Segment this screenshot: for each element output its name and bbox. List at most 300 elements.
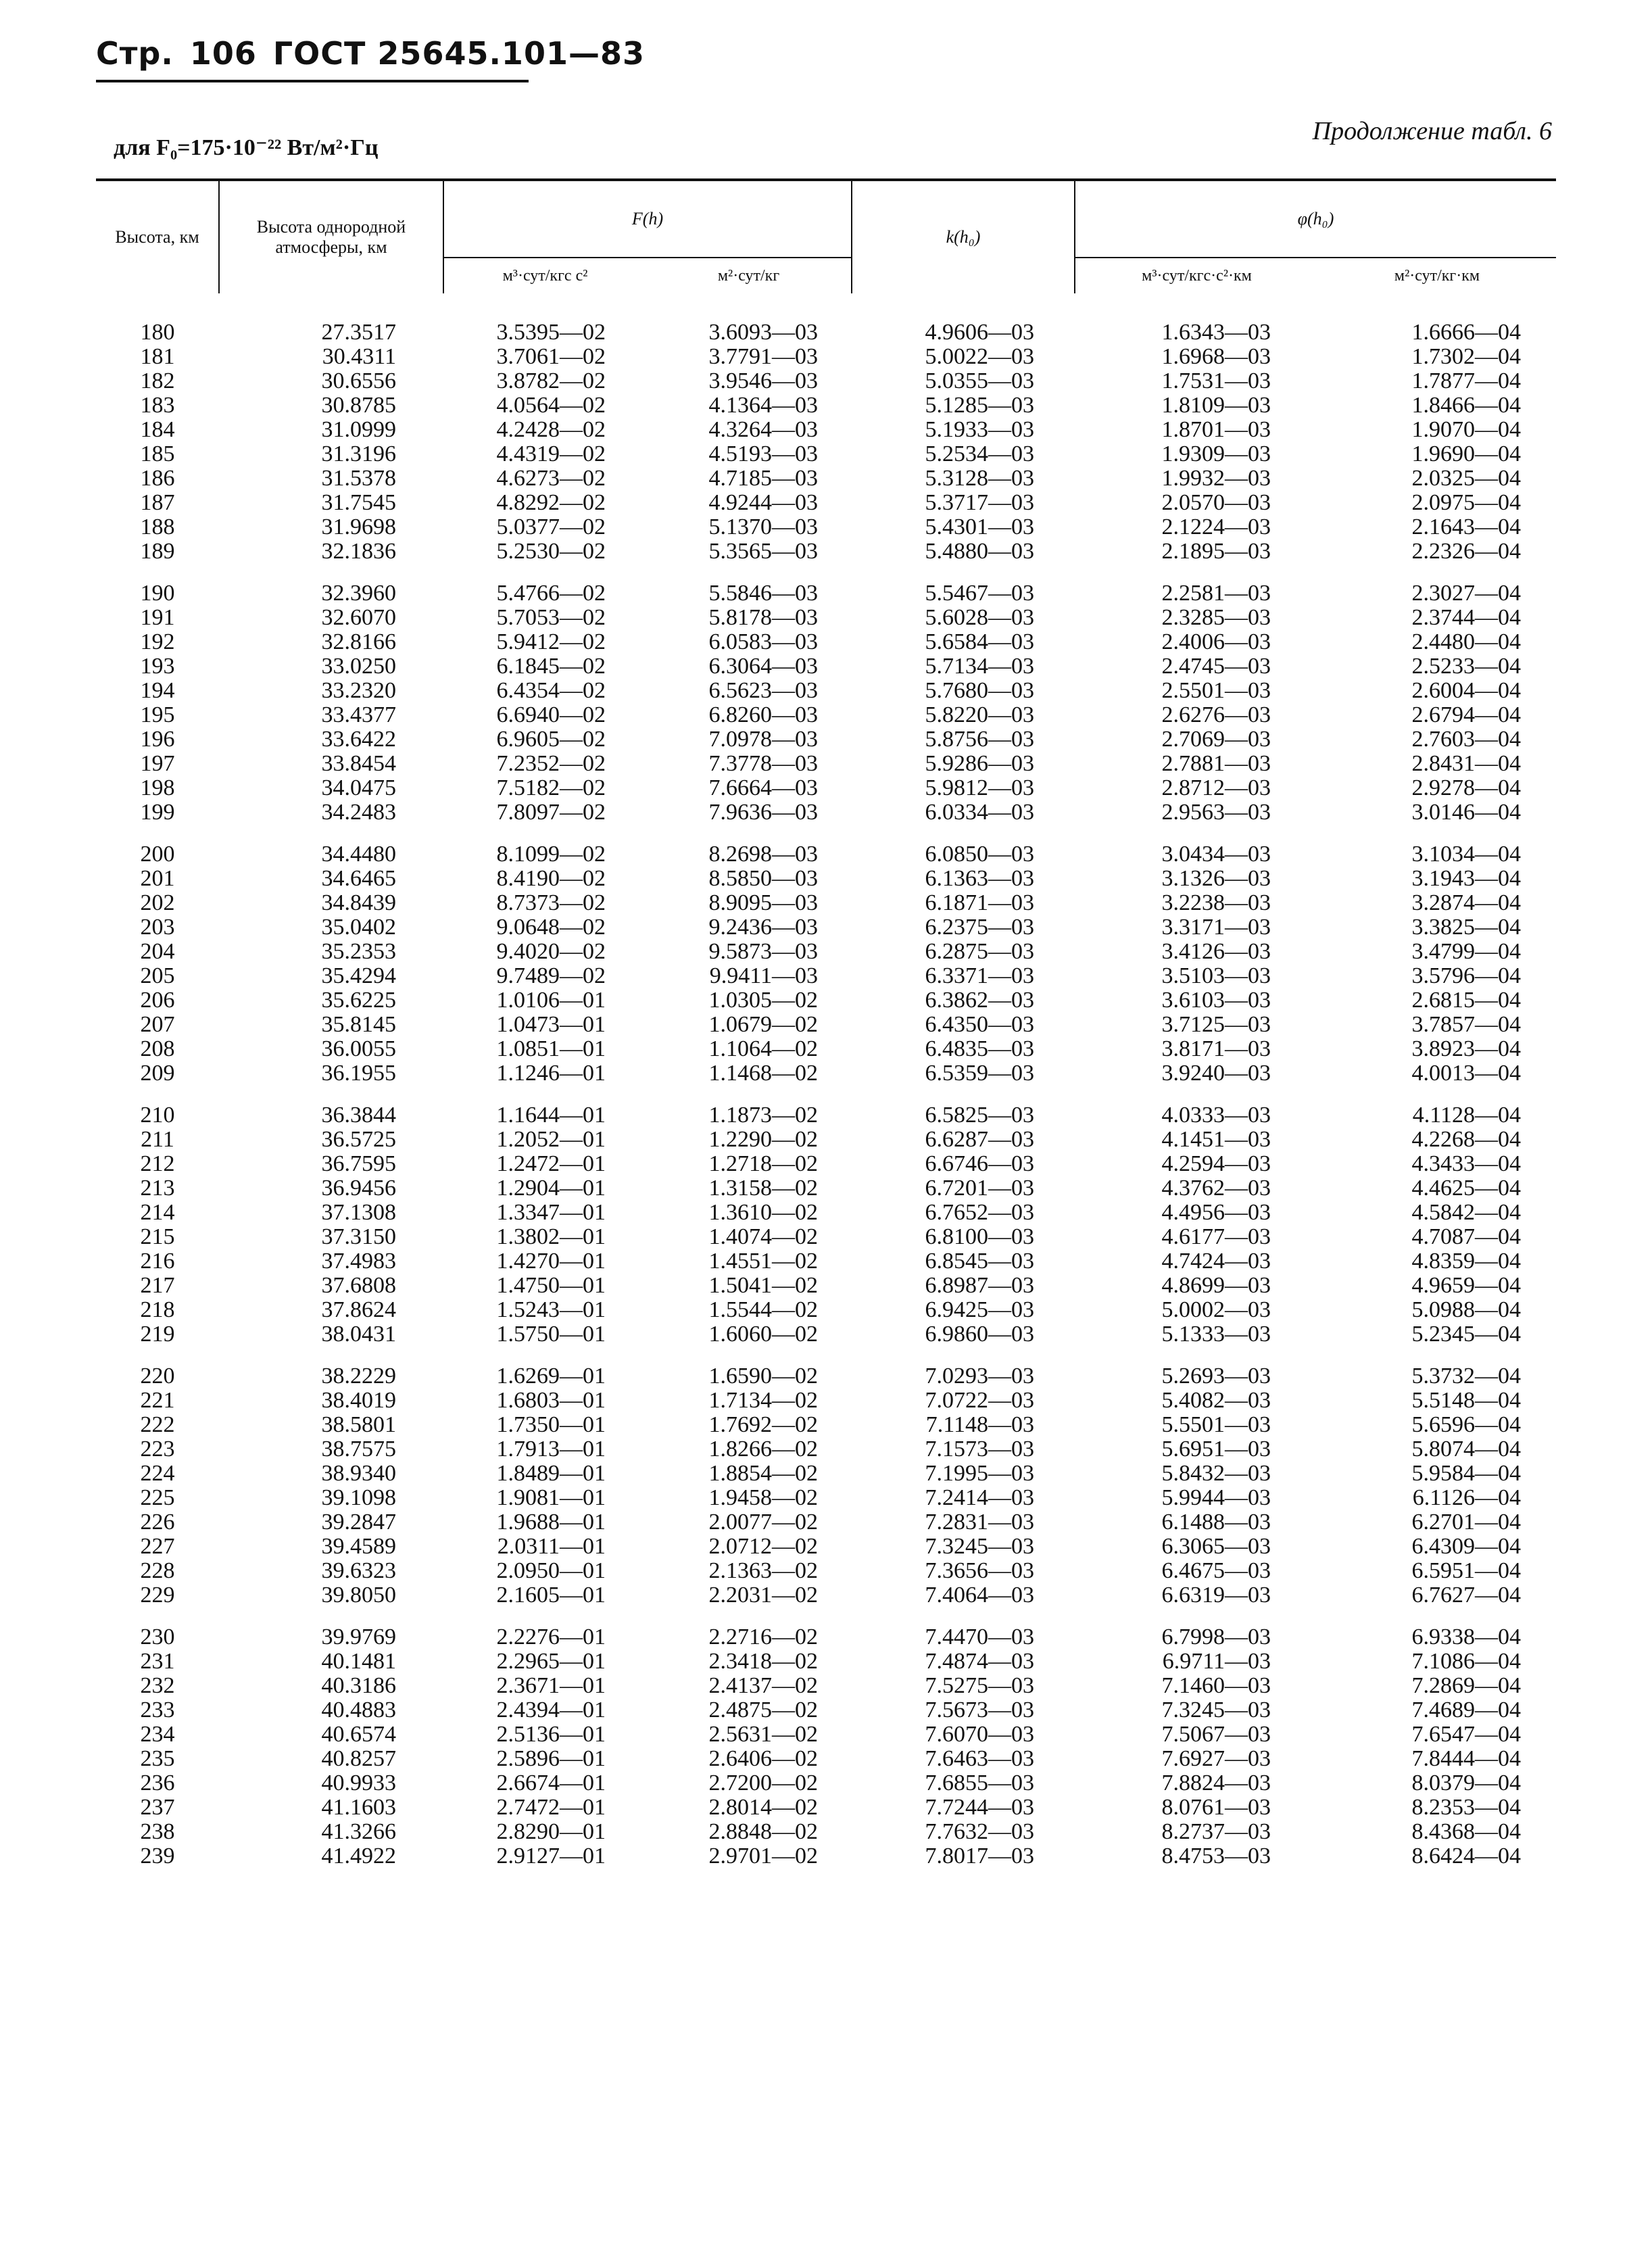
cell-phi-unit1: 7.1460—03: [1161, 1673, 1271, 1698]
cell-phi-unit2: 4.5842—04: [1411, 1200, 1522, 1225]
cell-k: 7.1995—03: [925, 1461, 1035, 1486]
cell-F-unit2: 1.7134—02: [708, 1388, 819, 1413]
cell-homogeneous: 35.6225: [321, 988, 396, 1013]
cell-height: 202: [140, 890, 175, 915]
cell-phi-unit2: 1.8466—04: [1411, 393, 1522, 418]
cell-height: 208: [140, 1036, 175, 1061]
cell-homogeneous: 35.0402: [321, 915, 396, 940]
cell-phi-unit1: 1.9309—03: [1161, 441, 1271, 466]
cell-F-unit2: 1.1468—02: [708, 1061, 819, 1086]
cell-F-unit1: 5.0377—02: [496, 514, 606, 539]
table-row: [96, 1771, 1556, 1795]
cell-phi-unit1: 4.0333—03: [1161, 1103, 1271, 1128]
table-row: [96, 1249, 1556, 1274]
cell-k: 7.4874—03: [925, 1649, 1035, 1674]
cell-F-unit2: 2.0077—02: [708, 1510, 819, 1535]
cell-k: 7.0293—03: [925, 1364, 1035, 1389]
cell-phi-unit1: 2.7881—03: [1161, 751, 1271, 776]
cell-F-unit1: 2.8290—01: [496, 1819, 606, 1844]
cell-F-unit1: 1.8489—01: [496, 1461, 606, 1486]
cell-homogeneous: 36.0055: [321, 1036, 396, 1061]
continuation-label: Продолжение табл. 6: [1312, 117, 1552, 145]
cell-phi-unit1: 3.2238—03: [1161, 890, 1271, 915]
cell-phi-unit1: 2.3285—03: [1161, 605, 1271, 630]
cell-k: 7.3245—03: [925, 1534, 1035, 1559]
cell-F-unit2: 1.8854—02: [708, 1461, 819, 1486]
gap-cell: [96, 1608, 1556, 1625]
cell-height: 222: [140, 1412, 175, 1437]
cell-k: 6.5825—03: [925, 1103, 1035, 1128]
cell-phi-unit1: 1.7531—03: [1161, 368, 1271, 393]
cell-F-unit2: 5.1370—03: [708, 514, 819, 539]
cell-F-unit1: 1.5750—01: [496, 1322, 606, 1347]
table-row: [96, 964, 1556, 988]
cell-height: 215: [140, 1224, 175, 1249]
cell-height: 232: [140, 1673, 175, 1698]
gap-cell: [96, 564, 1556, 581]
cell-F-unit2: 5.5846—03: [708, 581, 819, 606]
cell-phi-unit2: 2.9278—04: [1411, 775, 1522, 800]
cell-F-unit1: 9.7489—02: [496, 963, 606, 988]
cell-F-unit2: 1.5041—02: [708, 1273, 819, 1298]
col-F-unit2: м²·сут/кг: [646, 258, 852, 293]
cell-height: 209: [140, 1061, 175, 1086]
cell-F-unit1: 1.2472—01: [496, 1151, 606, 1176]
cell-phi-unit2: 8.2353—04: [1411, 1795, 1522, 1820]
cell-F-unit1: 3.5395—02: [496, 320, 606, 345]
cell-phi-unit2: 2.3744—04: [1411, 605, 1522, 630]
cell-F-unit1: 6.9605—02: [496, 727, 606, 752]
cell-phi-unit1: 7.6927—03: [1161, 1746, 1271, 1771]
cell-F-unit1: 9.4020—02: [496, 939, 606, 964]
cell-height: 237: [140, 1795, 175, 1820]
cell-phi-unit2: 3.3825—04: [1411, 915, 1522, 940]
cell-F-unit1: 5.2530—02: [496, 539, 606, 564]
cell-k: 7.7632—03: [925, 1819, 1035, 1844]
cell-homogeneous: 38.9340: [321, 1461, 396, 1486]
cell-phi-unit1: 3.0434—03: [1161, 842, 1271, 867]
cell-phi-unit1: 4.2594—03: [1161, 1151, 1271, 1176]
cell-height: 196: [140, 727, 175, 752]
cell-k: 6.6287—03: [925, 1127, 1035, 1152]
cell-homogeneous: 38.5801: [321, 1412, 396, 1437]
table-row: [96, 752, 1556, 776]
cell-F-unit2: 8.5850—03: [708, 866, 819, 891]
cell-homogeneous: 31.5378: [321, 466, 396, 491]
cell-phi-unit2: 5.8074—04: [1411, 1437, 1522, 1462]
cell-k: 5.7680—03: [925, 678, 1035, 703]
cell-phi-unit2: 6.2701—04: [1411, 1510, 1522, 1535]
cell-phi-unit2: 5.6596—04: [1411, 1412, 1522, 1437]
table-row: [96, 418, 1556, 442]
cell-height: 186: [140, 466, 175, 491]
cell-k: 7.7244—03: [925, 1795, 1035, 1820]
col-phi-unit2: м²·сут/кг·км: [1318, 258, 1556, 293]
cell-k: 5.0022—03: [925, 344, 1035, 369]
cell-phi-unit2: 7.2869—04: [1411, 1673, 1522, 1698]
cell-F-unit2: 1.7692—02: [708, 1412, 819, 1437]
cell-phi-unit2: 7.8444—04: [1411, 1746, 1522, 1771]
cell-phi-unit1: 8.4753—03: [1161, 1843, 1271, 1869]
cell-k: 6.8987—03: [925, 1273, 1035, 1298]
cell-F-unit1: 1.3802—01: [496, 1224, 606, 1249]
cell-F-unit1: 1.0473—01: [496, 1012, 606, 1037]
cell-F-unit1: 1.7350—01: [496, 1412, 606, 1437]
cell-F-unit1: 2.6674—01: [496, 1770, 606, 1795]
cell-phi-unit1: 1.8701—03: [1161, 417, 1271, 442]
cell-F-unit1: 5.7053—02: [496, 605, 606, 630]
cell-k: 5.8220—03: [925, 702, 1035, 727]
cell-phi-unit2: 2.4480—04: [1411, 629, 1522, 654]
cell-phi-unit2: 3.7857—04: [1411, 1012, 1522, 1037]
table-row: [96, 1844, 1556, 1869]
cell-height: 206: [140, 988, 175, 1013]
cell-k: 5.9286—03: [925, 751, 1035, 776]
cell-k: 5.3717—03: [925, 490, 1035, 515]
table-row: [96, 1128, 1556, 1152]
col-k: k(h₀): [852, 180, 1075, 293]
cell-F-unit1: 2.5896—01: [496, 1746, 606, 1771]
cell-F-unit2: 6.3064—03: [708, 654, 819, 679]
table-row: [96, 1698, 1556, 1722]
cell-phi-unit2: 3.0146—04: [1411, 800, 1522, 825]
cell-phi-unit2: 6.7627—04: [1411, 1583, 1522, 1608]
table-row: [96, 1583, 1556, 1608]
cell-homogeneous: 27.3517: [321, 320, 396, 345]
cell-phi-unit1: 3.1326—03: [1161, 866, 1271, 891]
cell-phi-unit2: 8.4368—04: [1411, 1819, 1522, 1844]
cell-F-unit1: 3.8782—02: [496, 368, 606, 393]
cell-F-unit2: 4.7185—03: [708, 466, 819, 491]
cell-homogeneous: 34.2483: [321, 800, 396, 825]
cell-height: 183: [140, 393, 175, 418]
cell-F-unit1: 2.0311—01: [497, 1534, 606, 1559]
cell-k: 5.3128—03: [925, 466, 1035, 491]
cell-phi-unit2: 4.0013—04: [1411, 1061, 1522, 1086]
cell-F-unit1: 9.0648—02: [496, 915, 606, 940]
cell-homogeneous: 34.0475: [321, 775, 396, 800]
cell-phi-unit2: 2.6794—04: [1411, 702, 1522, 727]
table-row: [96, 1462, 1556, 1486]
cell-F-unit2: 6.8260—03: [708, 702, 819, 727]
cell-F-unit1: 6.6940—02: [496, 702, 606, 727]
cell-height: 190: [140, 581, 175, 606]
cell-homogeneous: 40.8257: [321, 1746, 396, 1771]
group-gap: [96, 1608, 1556, 1625]
cell-phi-unit2: 4.9659—04: [1411, 1273, 1522, 1298]
cell-F-unit1: 7.8097—02: [496, 800, 606, 825]
cell-F-unit2: 9.2436—03: [708, 915, 819, 940]
cell-phi-unit2: 8.0379—04: [1411, 1770, 1522, 1795]
page-header: [96, 35, 661, 72]
cell-F-unit2: 6.0583—03: [708, 629, 819, 654]
table-row: [96, 1274, 1556, 1298]
cell-k: 6.3862—03: [925, 988, 1035, 1013]
cell-height: 236: [140, 1770, 175, 1795]
cell-F-unit2: 1.5544—02: [708, 1297, 819, 1322]
cell-F-unit2: 2.8014—02: [708, 1795, 819, 1820]
cell-homogeneous: 30.8785: [321, 393, 396, 418]
cell-phi-unit2: 3.8923—04: [1411, 1036, 1522, 1061]
cell-height: 217: [140, 1273, 175, 1298]
cell-k: 5.2534—03: [925, 441, 1035, 466]
cell-phi-unit1: 5.8432—03: [1161, 1461, 1271, 1486]
table-row: [96, 1013, 1556, 1037]
cell-phi-unit1: 1.8109—03: [1161, 393, 1271, 418]
cell-phi-unit2: 6.9338—04: [1411, 1624, 1522, 1649]
cell-k: 7.6855—03: [925, 1770, 1035, 1795]
table-row: [96, 842, 1556, 867]
cell-homogeneous: 31.0999: [321, 417, 396, 442]
cell-F-unit2: 1.1873—02: [708, 1103, 819, 1128]
cell-F-unit1: 1.9081—01: [496, 1485, 606, 1510]
page-label: Стр.: [96, 35, 174, 72]
cell-height: 199: [140, 800, 175, 825]
cell-F-unit2: 2.7200—02: [708, 1770, 819, 1795]
cell-F-unit1: 1.6269—01: [496, 1364, 606, 1389]
cell-homogeneous: 37.4983: [321, 1249, 396, 1274]
cell-homogeneous: 33.2320: [321, 678, 396, 703]
cell-phi-unit1: 5.4082—03: [1161, 1388, 1271, 1413]
cell-phi-unit1: 6.1488—03: [1161, 1510, 1271, 1535]
cell-k: 6.3371—03: [925, 963, 1035, 988]
cell-k: 7.1148—03: [925, 1412, 1035, 1437]
cell-height: 205: [140, 963, 175, 988]
cell-F-unit1: 2.2276—01: [496, 1624, 606, 1649]
cell-phi-unit1: 6.3065—03: [1161, 1534, 1271, 1559]
cell-phi-unit2: 6.4309—04: [1411, 1534, 1522, 1559]
cell-phi-unit2: 4.2268—04: [1411, 1127, 1522, 1152]
cell-homogeneous: 39.4589: [321, 1534, 396, 1559]
cell-k: 6.7201—03: [925, 1176, 1035, 1201]
cell-phi-unit1: 5.9944—03: [1161, 1485, 1271, 1510]
cell-k: 5.5467—03: [925, 581, 1035, 606]
table-row: [96, 1103, 1556, 1128]
table-row: [96, 515, 1556, 539]
cell-homogeneous: 32.6070: [321, 605, 396, 630]
gap-cell: [96, 825, 1556, 842]
cell-F-unit2: 1.2290—02: [708, 1127, 819, 1152]
cell-phi-unit1: 2.9563—03: [1161, 800, 1271, 825]
table-row: [96, 1176, 1556, 1201]
table-row: [96, 988, 1556, 1013]
cell-height: 227: [140, 1534, 175, 1559]
table-row: [96, 1364, 1556, 1389]
col-phi-unit1: м³·сут/кгс·с²·км: [1075, 258, 1318, 293]
cell-k: 7.8017—03: [925, 1843, 1035, 1869]
cell-phi-unit2: 8.6424—04: [1411, 1843, 1522, 1869]
cell-k: 7.5673—03: [925, 1697, 1035, 1722]
cell-phi-unit2: 4.8359—04: [1411, 1249, 1522, 1274]
cell-height: 181: [140, 344, 175, 369]
cell-k: 6.7652—03: [925, 1200, 1035, 1225]
cell-homogeneous: 31.7545: [321, 490, 396, 515]
cell-homogeneous: 32.3960: [321, 581, 396, 606]
cell-F-unit1: 2.9127—01: [496, 1843, 606, 1869]
cell-height: 224: [140, 1461, 175, 1486]
cell-height: 207: [140, 1012, 175, 1037]
cell-k: 5.8756—03: [925, 727, 1035, 752]
cell-k: 6.8100—03: [925, 1224, 1035, 1249]
cell-k: 7.0722—03: [925, 1388, 1035, 1413]
col-phi: φ(h₀): [1075, 180, 1556, 258]
cell-phi-unit1: 6.9711—03: [1162, 1649, 1271, 1674]
cell-phi-unit1: 2.0570—03: [1161, 490, 1271, 515]
table-row: [96, 915, 1556, 940]
cell-height: 218: [140, 1297, 175, 1322]
cell-F-unit2: 2.4137—02: [708, 1673, 819, 1698]
table-row: [96, 1389, 1556, 1413]
cell-F-unit1: 8.7373—02: [496, 890, 606, 915]
cell-k: 6.8545—03: [925, 1249, 1035, 1274]
cell-phi-unit1: 2.8712—03: [1161, 775, 1271, 800]
cell-homogeneous: 37.6808: [321, 1273, 396, 1298]
cell-phi-unit1: 8.0761—03: [1161, 1795, 1271, 1820]
cell-height: 182: [140, 368, 175, 393]
cell-F-unit1: 8.4190—02: [496, 866, 606, 891]
cell-phi-unit1: 3.4126—03: [1161, 939, 1271, 964]
cell-phi-unit1: 5.0002—03: [1161, 1297, 1271, 1322]
cell-phi-unit2: 2.3027—04: [1411, 581, 1522, 606]
cell-F-unit2: 4.5193—03: [708, 441, 819, 466]
cell-F-unit2: 2.9701—02: [708, 1843, 819, 1869]
cell-F-unit2: 2.8848—02: [708, 1819, 819, 1844]
cell-F-unit2: 1.4551—02: [708, 1249, 819, 1274]
cell-k: 6.5359—03: [925, 1061, 1035, 1086]
cell-height: 210: [140, 1103, 175, 1128]
table-row: [96, 1625, 1556, 1649]
cell-height: 213: [140, 1176, 175, 1201]
cell-F-unit2: 1.0679—02: [708, 1012, 819, 1037]
cell-k: 7.3656—03: [925, 1558, 1035, 1583]
cell-homogeneous: 31.9698: [321, 514, 396, 539]
cell-F-unit2: 2.3418—02: [708, 1649, 819, 1674]
cell-phi-unit1: 1.6343—03: [1161, 320, 1271, 345]
cell-phi-unit2: 3.1943—04: [1411, 866, 1522, 891]
cell-height: 235: [140, 1746, 175, 1771]
gap-cell: [96, 1347, 1556, 1364]
cell-homogeneous: 36.9456: [321, 1176, 396, 1201]
cell-height: 223: [140, 1437, 175, 1462]
cell-phi-unit2: 5.9584—04: [1411, 1461, 1522, 1486]
table-row: [96, 539, 1556, 564]
cell-k: 7.1573—03: [925, 1437, 1035, 1462]
cell-height: 192: [140, 629, 175, 654]
table-row: [96, 581, 1556, 606]
cell-phi-unit2: 2.7603—04: [1411, 727, 1522, 752]
table-row: [96, 1535, 1556, 1559]
cell-F-unit2: 8.9095—03: [708, 890, 819, 915]
cell-phi-unit2: 2.6815—04: [1411, 988, 1522, 1013]
table-row: [96, 654, 1556, 679]
cell-phi-unit2: 2.5233—04: [1411, 654, 1522, 679]
cell-height: 234: [140, 1722, 175, 1747]
cell-phi-unit1: 5.5501—03: [1161, 1412, 1271, 1437]
table-row: [96, 1225, 1556, 1249]
cell-k: 7.6070—03: [925, 1722, 1035, 1747]
cell-homogeneous: 32.8166: [321, 629, 396, 654]
cell-k: 7.2414—03: [925, 1485, 1035, 1510]
table-row: [96, 1486, 1556, 1510]
cell-F-unit2: 2.2031—02: [708, 1583, 819, 1608]
table-row: [96, 491, 1556, 515]
cell-homogeneous: 32.1836: [321, 539, 396, 564]
cell-height: 212: [140, 1151, 175, 1176]
cell-height: 228: [140, 1558, 175, 1583]
cell-homogeneous: 37.1308: [321, 1200, 396, 1225]
cell-phi-unit1: 6.6319—03: [1161, 1583, 1271, 1608]
cell-k: 5.6584—03: [925, 629, 1035, 654]
cell-k: 5.7134—03: [925, 654, 1035, 679]
cell-phi-unit2: 7.4689—04: [1411, 1697, 1522, 1722]
cell-phi-unit1: 3.3171—03: [1161, 915, 1271, 940]
cell-height: 230: [140, 1624, 175, 1649]
cell-phi-unit1: 2.1895—03: [1161, 539, 1271, 564]
cell-F-unit1: 1.0106—01: [496, 988, 606, 1013]
table-row: [96, 776, 1556, 800]
cell-homogeneous: 35.4294: [321, 963, 396, 988]
cell-phi-unit1: 2.4745—03: [1161, 654, 1271, 679]
cell-homogeneous: 40.6574: [321, 1722, 396, 1747]
cell-homogeneous: 33.4377: [321, 702, 396, 727]
cell-homogeneous: 33.0250: [321, 654, 396, 679]
cell-F-unit2: 7.0978—03: [708, 727, 819, 752]
table-row: [96, 1437, 1556, 1462]
cell-homogeneous: 33.6422: [321, 727, 396, 752]
cell-height: 197: [140, 751, 175, 776]
table-row: [96, 703, 1556, 727]
cell-height: 214: [140, 1200, 175, 1225]
table-row: [96, 1674, 1556, 1698]
cell-phi-unit1: 3.9240—03: [1161, 1061, 1271, 1086]
cell-phi-unit1: 6.7998—03: [1161, 1624, 1271, 1649]
cell-homogeneous: 36.3844: [321, 1103, 396, 1128]
cell-F-unit2: 1.1064—02: [708, 1036, 819, 1061]
cell-k: 5.1285—03: [925, 393, 1035, 418]
cell-height: 231: [140, 1649, 175, 1674]
cell-F-unit1: 1.9688—01: [496, 1510, 606, 1535]
cell-F-unit2: 2.4875—02: [708, 1697, 819, 1722]
cell-homogeneous: 40.9933: [321, 1770, 396, 1795]
cell-phi-unit2: 6.5951—04: [1411, 1558, 1522, 1583]
cell-homogeneous: 31.3196: [321, 441, 396, 466]
cell-F-unit1: 2.0950—01: [496, 1558, 606, 1583]
cell-k: 5.9812—03: [925, 775, 1035, 800]
cell-F-unit1: 2.5136—01: [496, 1722, 606, 1747]
cell-height: 204: [140, 939, 175, 964]
table-row: [96, 1037, 1556, 1061]
cell-homogeneous: 40.1481: [321, 1649, 396, 1674]
condition-label: для F₀=175·10⁻²² Вт/м²·Гц: [114, 135, 379, 160]
cell-phi-unit1: 1.9932—03: [1161, 466, 1271, 491]
cell-phi-unit1: 7.8824—03: [1161, 1770, 1271, 1795]
cell-F-unit2: 1.4074—02: [708, 1224, 819, 1249]
cell-homogeneous: 30.6556: [321, 368, 396, 393]
cell-F-unit1: 7.2352—02: [496, 751, 606, 776]
table-row: [96, 630, 1556, 654]
cell-phi-unit2: 6.1126—04: [1412, 1485, 1522, 1510]
cell-height: 198: [140, 775, 175, 800]
cell-phi-unit2: 1.7877—04: [1411, 368, 1522, 393]
table-row: [96, 679, 1556, 703]
cell-F-unit2: 9.9411—03: [709, 963, 819, 988]
cell-F-unit2: 1.0305—02: [708, 988, 819, 1013]
cell-F-unit2: 7.6664—03: [708, 775, 819, 800]
cell-k: 6.4350—03: [925, 1012, 1035, 1037]
cell-F-unit2: 1.2718—02: [708, 1151, 819, 1176]
cell-F-unit1: 1.1246—01: [496, 1061, 606, 1086]
cell-homogeneous: 37.8624: [321, 1297, 396, 1322]
